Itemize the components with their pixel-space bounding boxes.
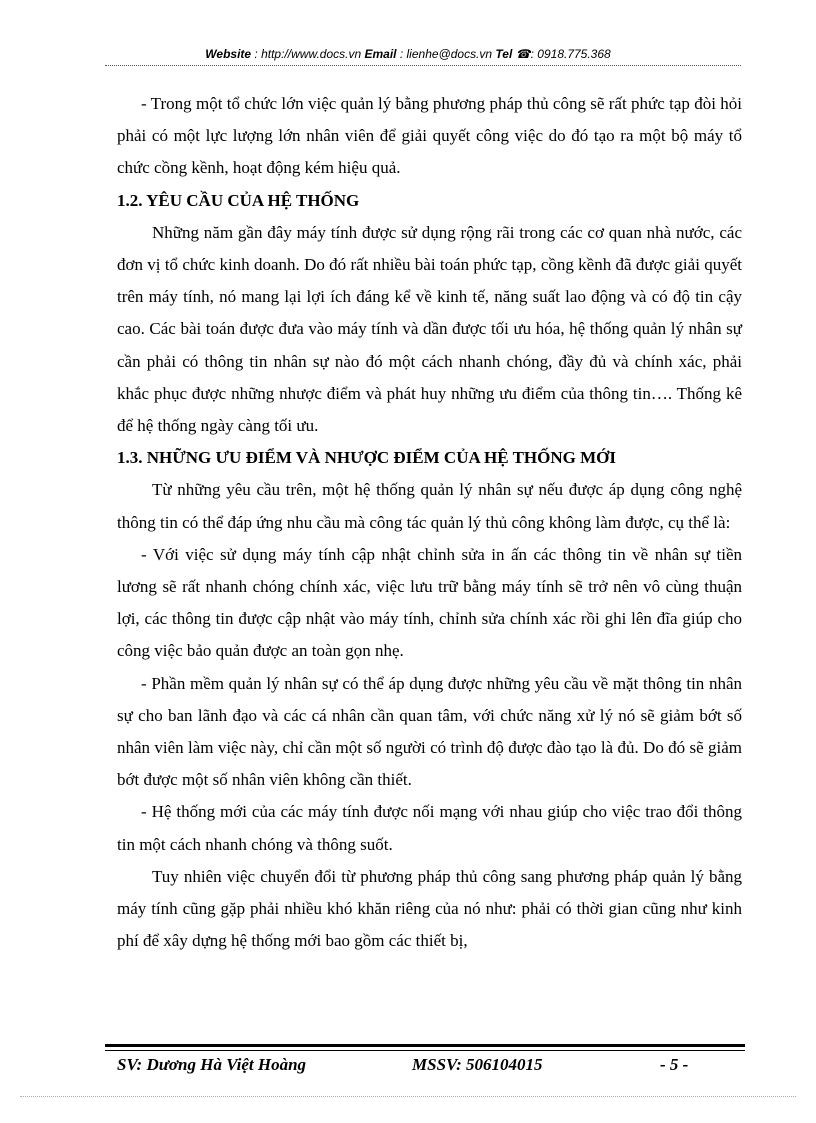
section-heading-1-3: 1.3. NHỮNG ƯU ĐIỂM VÀ NHƯỢC ĐIỂM CỦA HỆ THỐNG MỚI — [117, 448, 616, 468]
tel-label: Tel — [495, 47, 513, 61]
email-label: Email — [364, 47, 397, 61]
footer-page-number: - 5 - — [660, 1055, 689, 1074]
document-body — [117, 88, 742, 957]
paragraph-3: Từ những yêu cầu trên, một hệ thống quản lý nhân sự nếu được áp dụng công nghệ thông tin có thể đáp ứng nhu cầu mà công tác quản lý thủ công không làm được, cụ thể là: — [117, 480, 742, 532]
footer-mssv: MSSV: 506104015 — [412, 1055, 543, 1074]
paragraph-2: Những năm gần đây máy tính được sử dụng rộng rãi trong các cơ quan nhà nước, các đơn vị tổ chức kinh doanh. Do đó rất nhiều bài toán phức tạp, cồng kềnh đã được giải quyết trên máy tính, nó mang lại lợi ích đáng kể về kinh tế, năng suất lao động và có độ tin cậy cao. Các bài toán được đưa vào máy tính và dần được tối ưu hóa, hệ thống quản lý nhân sự cần phải có thông tin nhân sự nào đó một cách nhanh chóng, đầy đủ và chính xác, phải khắc phục được những nhược điểm và phát huy những ưu điểm của thông tin…. Thống kê để hệ thống ngày càng tối ưu. — [117, 222, 742, 436]
tel-value: : 0918.775.368 — [530, 47, 611, 61]
footer-student: SV: Dương Hà Việt Hoàng — [117, 1055, 307, 1074]
phone-icon: ☎ — [515, 47, 531, 61]
website-value: : http://www.docs.vn — [254, 47, 362, 61]
header-divider — [105, 65, 741, 66]
website-label: Website — [205, 47, 252, 61]
page-bottom-divider — [20, 1096, 796, 1097]
paragraph-4: - Với việc sử dụng máy tính cập nhật chỉnh sửa in ấn các thông tin về nhân sự tiền lương sẽ rất nhanh chóng chính xác, việc lưu trữ bằng máy tính sẽ trở nên vô cùng thuận lợi, các thông tin được cập nhật vào máy tính, chỉnh sửa chính xác rồi ghi lên đĩa giúp cho công việc bảo quản được an toàn gọn nhẹ. — [117, 544, 742, 661]
paragraph-1: - Trong một tổ chức lớn việc quản lý bằng phương pháp thủ công sẽ rất phức tạp đòi hỏi phải có một lực lượng lớn nhân viên để giải quyết công việc do đó tạo ra một bộ máy tổ chức cồng kềnh, hoạt động kém hiệu quả. — [117, 94, 742, 178]
paragraph-6: - Hệ thống mới của các máy tính được nối mạng với nhau giúp cho việc trao đổi thông tin một cách nhanh chóng và thông suốt. — [117, 802, 742, 854]
footer-divider-thin — [105, 1050, 745, 1051]
page-header — [0, 47, 816, 61]
email-value: : lienhe@docs.vn — [399, 47, 493, 61]
paragraph-5: - Phần mềm quản lý nhân sự có thể áp dụng được những yêu cầu về mặt thông tin nhân sự cho ban lãnh đạo và các cá nhân cần quan tâm, với chức năng xử lý nó sẽ giảm bớt số nhân viên làm việc này, chỉ cần một số người có trình độ được đào tạo là đủ. Do đó sẽ giảm bớt được một số nhân viên không cần thiết. — [117, 673, 742, 790]
paragraph-7: Tuy nhiên việc chuyển đổi từ phương pháp thủ công sang phương pháp quản lý bằng máy tính cũng gặp phải nhiều khó khăn riêng của nó như: phải có thời gian cũng như kinh phí để xây dựng hệ thống mới bao gồm các thiết bị, — [117, 866, 742, 951]
section-heading-1-2: 1.2. YÊU CẦU CỦA HỆ THỐNG — [117, 190, 360, 210]
footer-divider-thick — [105, 1044, 745, 1047]
